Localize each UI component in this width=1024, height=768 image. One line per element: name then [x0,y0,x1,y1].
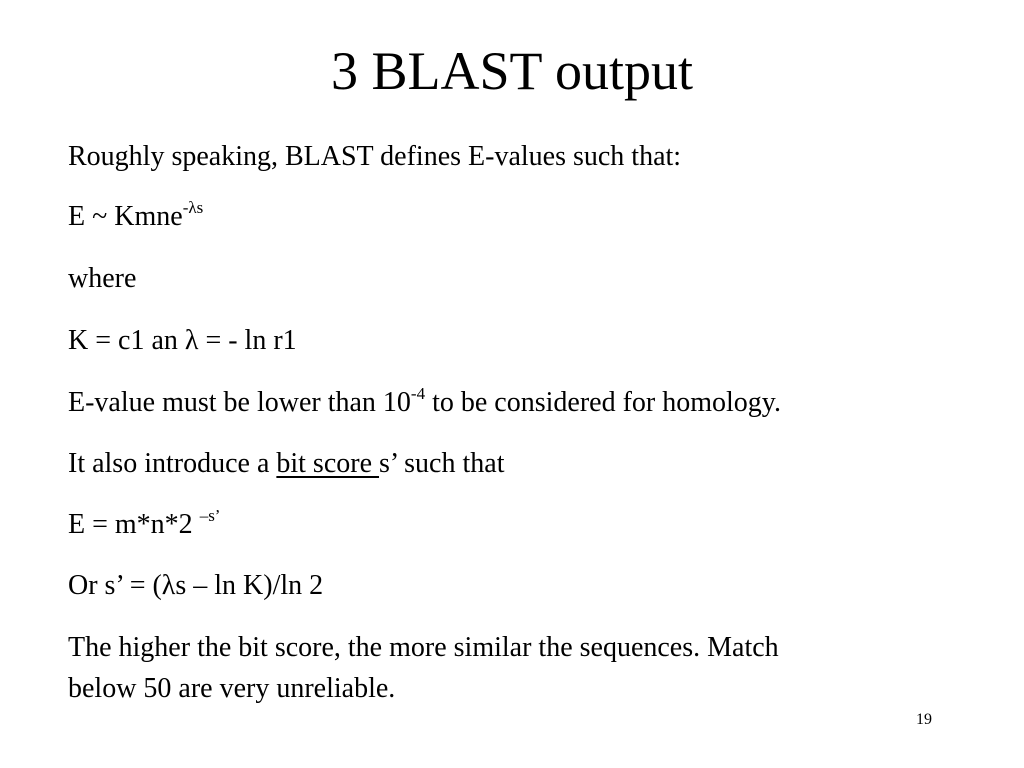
bit-score-alternative [68,569,323,603]
homology-exponent: -4 [410,384,426,403]
constants-text: K = c1 an λ = - ln r1 [68,325,297,356]
bit-score-alternative-text: Or s’ = (λs – ln K)/ln 2 [68,570,324,601]
bit-score-formula-base: E = m*n*2 [68,509,200,540]
where-line [68,262,136,296]
bit-score-intro [68,447,504,481]
e-value-formula-base: E ~ Kmne [68,201,183,232]
e-value-formula [68,200,203,234]
page-number: 19 [916,711,932,728]
e-value-formula-exponent: -λs [182,198,204,217]
conclusion-line-2 [68,672,395,706]
slide-title: 3 BLAST output [330,41,694,101]
intro-line [68,140,681,174]
conclusion-line-1 [68,631,779,665]
bit-score-term: bit score [276,448,380,479]
conclusion-text-2: below 50 are very unreliable. [68,673,396,704]
bit-score-formula-exponent: –s’ [199,506,221,525]
bit-score-text-before: It also introduce a [68,448,277,479]
homology-text-before: E-value must be lower than 10 [68,387,411,418]
conclusion-text-1: The higher the bit score, the more similar the sequences. Match [68,632,779,663]
bit-score-formula [68,508,220,542]
intro-text: Roughly speaking, BLAST defines E-values such that: [68,141,682,172]
where-text: where [68,263,137,294]
bit-score-text-after: s’ such that [379,448,505,479]
homology-threshold [68,386,781,420]
constants-definition [68,324,297,358]
homology-text-after: to be considered for homology. [425,387,781,418]
